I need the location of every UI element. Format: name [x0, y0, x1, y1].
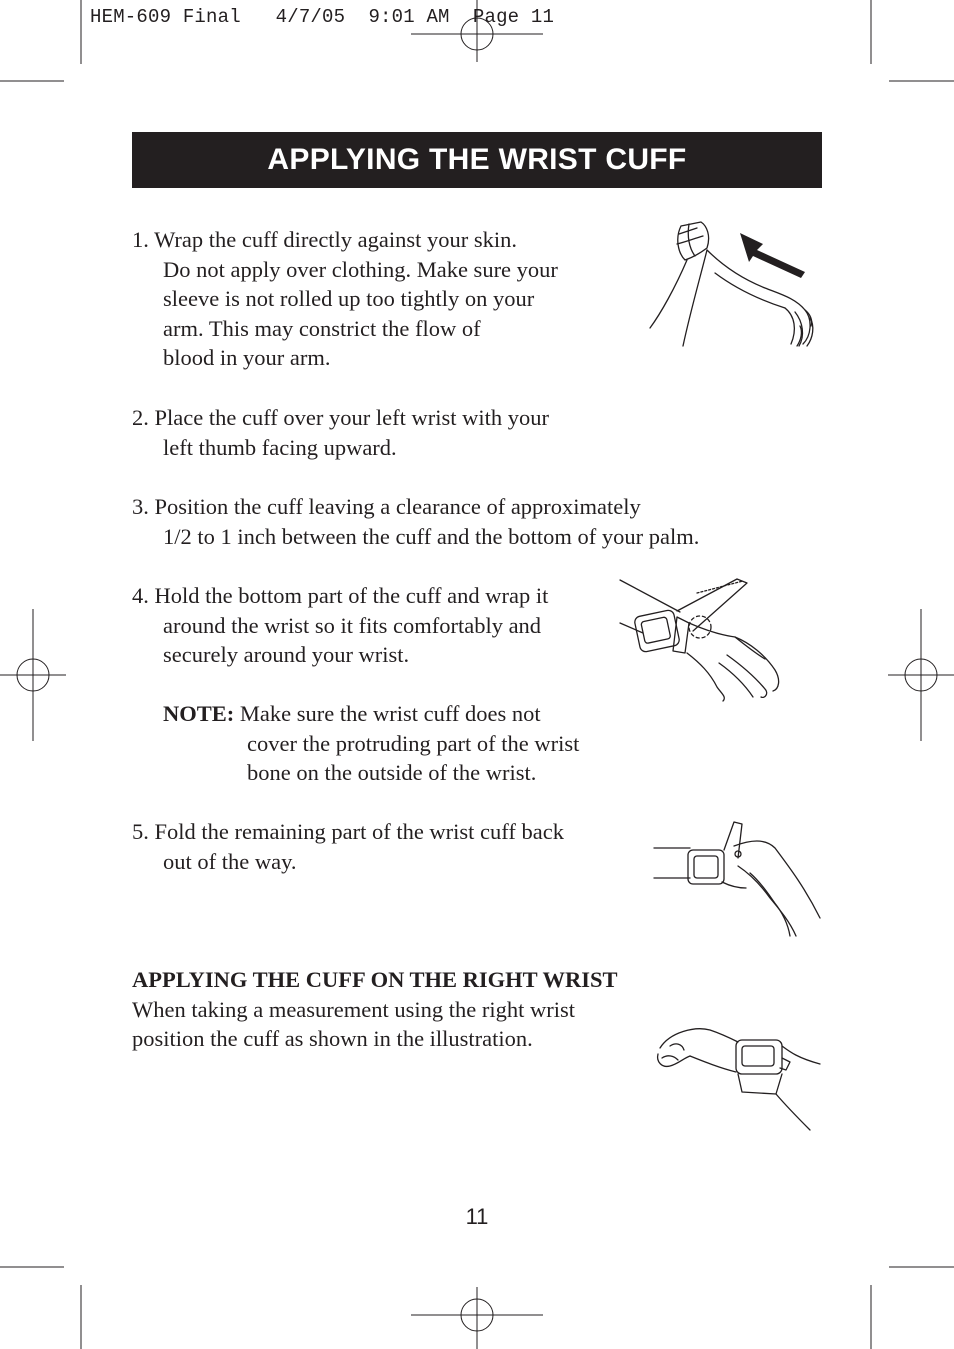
note-text-1: Make sure the wrist cuff does not — [239, 701, 541, 726]
note-line-1 — [132, 699, 579, 729]
step-2-line-2: left thumb facing upward. — [163, 434, 397, 460]
right-wrist-heading: APPLYING THE CUFF ON THE RIGHT WRIST — [132, 967, 618, 992]
step-3-line-1: 3. Position the cuff leaving a clearance of approximately — [132, 494, 641, 519]
page-title-banner: APPLYING THE WRIST CUFF — [132, 132, 822, 188]
step-5-text — [132, 817, 564, 876]
step-3-text — [132, 492, 699, 551]
page-number: 11 — [465, 1204, 489, 1229]
note-line-3: bone on the outside of the wrist. — [247, 760, 537, 786]
step-5-line-1: 5. Fold the remaining part of the wrist cuff back — [132, 819, 564, 844]
forearm-sleeve-illustration — [645, 218, 820, 353]
note-block — [132, 699, 579, 788]
step-1-line-2: Do not apply over clothing. Make sure your — [163, 256, 558, 282]
print-slug-line: HEM-609 Final 4/7/05 9:01 AM Page 11 — [90, 6, 555, 28]
step-1-line-1: 1. Wrap the cuff directly against your skin. — [132, 227, 518, 252]
step-1-text — [132, 225, 558, 373]
step-1-line-5: blood in your arm. — [163, 345, 331, 371]
step-5-line-2: out of the way. — [163, 848, 297, 874]
step-4-line-2: around the wrist so it fits comfortably and — [163, 612, 542, 638]
step-4-text — [132, 581, 548, 670]
wrist-cuff-wrap-illustration — [615, 575, 790, 705]
right-wrist-section — [132, 965, 618, 1054]
step-1-line-4: arm. This may constrict the flow of — [163, 315, 481, 341]
step-2-line-1: 2. Place the cuff over your left wrist with your — [132, 405, 549, 430]
note-line-2: cover the protruding part of the wrist — [247, 730, 580, 756]
step-3-line-2: 1/2 to 1 inch between the cuff and the bottom of your palm. — [163, 523, 700, 549]
wrist-cuff-fold-illustration — [650, 818, 825, 943]
right-wrist-line-1: When taking a measurement using the right wrist — [132, 996, 576, 1022]
step-4-line-3: securely around your wrist. — [163, 642, 410, 668]
right-wrist-line-2: position the cuff as shown in the illustration. — [132, 1026, 533, 1052]
step-2-text — [132, 403, 549, 462]
right-wrist-cuff-illustration — [650, 1018, 825, 1133]
step-4-line-1: 4. Hold the bottom part of the cuff and wrap it — [132, 583, 549, 608]
step-1-line-3: sleeve is not rolled up too tightly on your — [163, 286, 535, 312]
note-label: NOTE: — [163, 701, 235, 726]
